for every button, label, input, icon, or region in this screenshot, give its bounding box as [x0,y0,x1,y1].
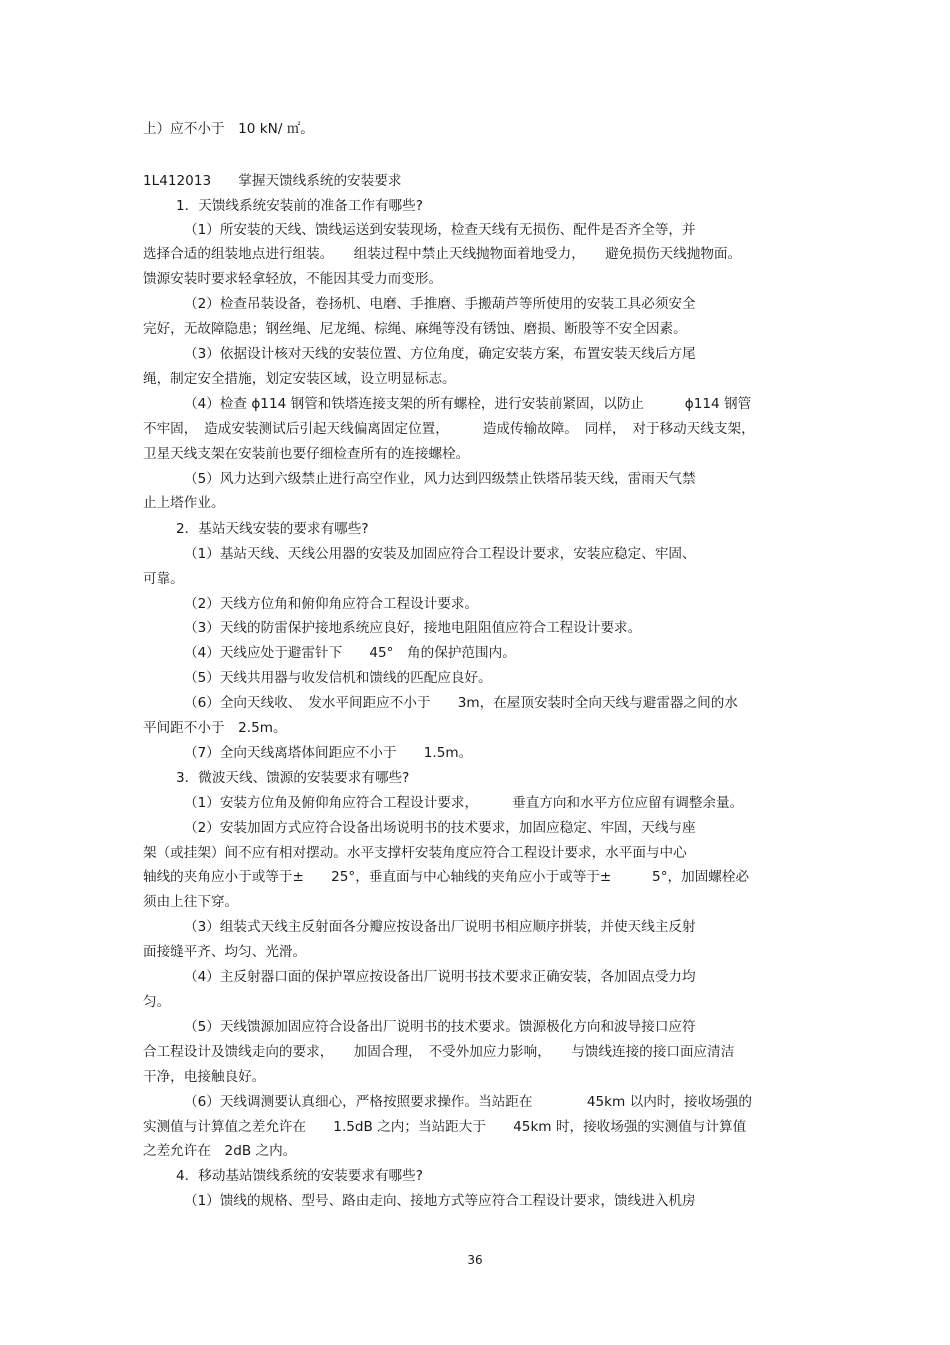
paragraph-line: 不牢固， 造成安装测试后引起天线偏离固定位置， 造成传输故障。 同样， 对于移动天线支架， [143,421,755,437]
paragraph-line: （7）全向天线离塔体间距应不小于 1.5m。 [184,745,473,761]
paragraph-line: （5）风力达到六级禁止进行高空作业，风力达到四级禁止铁塔吊装天线，雷雨天气禁 [184,471,696,487]
paragraph-line: （3）依据设计核对天线的安装位置、方位角度，确定安装方案，布置安装天线后方尾 [184,346,696,362]
paragraph-line: （1）馈线的规格、型号、路由走向、接地方式等应符合工程设计要求，馈线进入机房 [184,1193,696,1209]
paragraph-line: （2）检查吊装设备，卷扬机、电磨、手推磨、手搬葫芦等所使用的安装工具必须安全 [184,296,696,312]
paragraph-line: 匀。 [143,994,171,1010]
paragraph-line: （2）天线方位角和俯仰角应符合工程设计要求。 [184,596,479,612]
paragraph-line: 实测值与计算值之差允许在 1.5dB 之内；当站距大于 45km 时，接收场强的实测值与计算值 [143,1119,747,1135]
paragraph-line: （3）天线的防雷保护接地系统应良好，接地电阻阻值应符合工程设计要求。 [184,620,642,636]
question-heading-4: 4．移动基站馈线系统的安装要求有哪些? [176,1168,423,1184]
paragraph-line: （4）主反射器口面的保护罩应按设备出厂说明书技术要求正确安装，各加固点受力均 [184,969,696,985]
page-number: 36 [467,1253,483,1267]
paragraph-line: 合工程设计及馈线走向的要求， 加固合理， 不受外加应力影响， 与馈线连接的接口面应清洁 [143,1044,735,1060]
paragraph-line: （5）天线馈源加固应符合设备出厂说明书的技术要求。馈源极化方向和波导接口应符 [184,1019,696,1035]
paragraph-line: （2）安装加固方式应符合设备出场说明书的技术要求，加固应稳定、牢固，天线与座 [184,820,696,836]
question-heading-1: 1．天馈线系统安装前的准备工作有哪些? [176,198,423,214]
paragraph-line: 干净，电接触良好。 [143,1069,266,1085]
paragraph-line: （3）组装式天线主反射面各分瓣应按设备出厂说明书相应顺序拼装，并使天线主反射 [184,919,696,935]
paragraph-line: （4）天线应处于避雷针下 45° 角的保护范围内。 [184,645,516,661]
paragraph-line: 架（或挂架）间不应有相对摆动。水平支撑杆安装角度应符合工程设计要求，水平面与中心 [143,845,687,861]
paragraph-line: （4）检查 ɸ114 钢管和铁塔连接支架的所有螺栓，进行安装前紧固，以防止 ɸ114 钢管 [184,396,752,412]
paragraph-line: 之差允许在 2dB 之内。 [143,1143,297,1159]
paragraph-line: 卫星天线支架在安装前也要仔细检查所有的连接螺栓。 [143,446,470,462]
question-heading-3: 3．微波天线、馈源的安装要求有哪些? [176,770,410,786]
paragraph-line: 平间距不小于 2.5m。 [143,720,287,736]
paragraph-line: （6）天线调测要认真细心，严格按照要求操作。当站距在 45km 以内时，接收场强的 [184,1094,752,1110]
text-line-continuation: 上）应不小于 10 kN/ ㎡。 [143,121,314,137]
section-heading: 1L412013 掌握天馈线系统的安装要求 [143,173,402,189]
paragraph-line: 须由上往下穿。 [143,894,239,910]
paragraph-line: 面接缝平齐、均匀、光滑。 [143,944,307,960]
paragraph-line: （1）所安装的天线、馈线运送到安装现场，检查天线有无损伤、配件是否齐全等，并 [184,222,696,238]
paragraph-line: 馈源安装时要求轻拿轻放，不能因其受力而变形。 [143,271,443,287]
paragraph-line: 选择合适的组装地点进行组装。 组装过程中禁止天线抛物面着地受力， 避免损伤天线抛物面。 [143,246,742,262]
paragraph-line: 轴线的夹角应小于或等于± 25°，垂直面与中心轴线的夹角应小于或等于± 5°，加固螺栓必 [143,869,750,885]
question-heading-2: 2．基站天线安装的要求有哪些? [176,521,369,537]
paragraph-line: （6）全向天线收、 发水平间距应不小于 3m，在屋顶安装时全向天线与避雷器之间的水 [184,695,738,711]
paragraph-line: 完好，无故障隐患；钢丝绳、尼龙绳、棕绳、麻绳等没有锈蚀、磨损、断股等不安全因素。 [143,321,687,337]
paragraph-line: （1）安装方位角及俯仰角应符合工程设计要求， 垂直方向和水平方位应留有调整余量。 [184,795,744,811]
paragraph-line: （5）天线共用器与收发信机和馈线的匹配应良好。 [184,670,492,686]
paragraph-line: 可靠。 [143,571,184,587]
paragraph-line: （1）基站天线、天线公用器的安装及加固应符合工程设计要求，安装应稳定、牢固、 [184,546,696,562]
paragraph-line: 绳，制定安全措施，划定安装区域，设立明显标志。 [143,371,456,387]
paragraph-line: 止上塔作业。 [143,495,225,511]
